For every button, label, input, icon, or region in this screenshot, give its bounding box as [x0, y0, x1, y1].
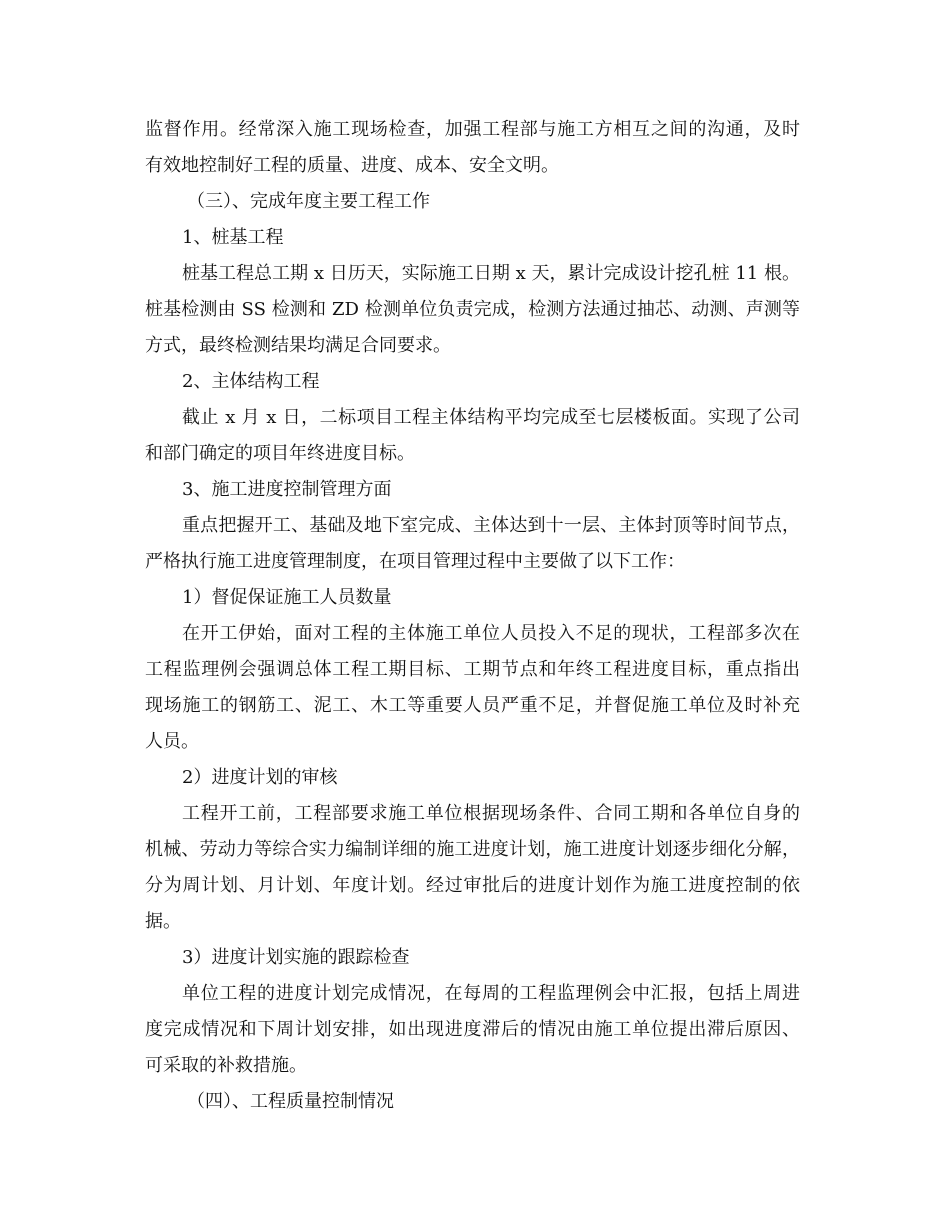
body-text-line: 现场施工的钢筋工、泥工、木工等重要人员严重不足，并督促施工单位及时补充 — [145, 695, 800, 716]
body-text-line: 截止 x 月 x 日，二标项目工程主体结构平均完成至七层楼板面。实现了公司 — [182, 407, 800, 428]
section-heading: （四）、工程质量控制情况 — [187, 1091, 394, 1112]
body-text-line: 机械、劳动力等综合实力编制详细的施工进度计划，施工进度计划逐步细化分解， — [145, 839, 800, 860]
body-text-line: 重点把握开工、基础及地下室完成、主体达到十一层、主体封顶等时间节点， — [182, 515, 800, 536]
body-text-line: 在开工伊始，面对工程的主体施工单位人员投入不足的现状，工程部多次在 — [182, 623, 800, 644]
body-text-line: 桩基工程总工期 x 日历天，实际施工日期 x 天，累计完成设计挖孔桩 11 根。 — [182, 263, 800, 284]
body-text-line: 监督作用。经常深入施工现场检查，加强工程部与施工方相互之间的沟通，及时 — [145, 119, 800, 140]
body-text-line: 度完成情况和下周计划安排，如出现进度滞后的情况由施工单位提出滞后原因、 — [145, 1019, 800, 1040]
body-text-line: 工程监理例会强调总体工程工期目标、工期节点和年终工程进度目标，重点指出 — [145, 659, 800, 680]
body-text-line: 和部门确定的项目年终进度目标。 — [145, 443, 415, 464]
body-text-line: 单位工程的进度计划完成情况，在每周的工程监理例会中汇报，包括上周进 — [182, 983, 800, 1004]
section-heading: （三）、完成年度主要工程工作 — [187, 191, 430, 212]
subsection-heading: 1、桩基工程 — [182, 227, 284, 248]
body-text-line: 可采取的补救措施。 — [145, 1055, 307, 1076]
list-item-heading: 1）督促保证施工人员数量 — [182, 587, 392, 608]
body-text-line: 工程开工前，工程部要求施工单位根据现场条件、合同工期和各单位自身的 — [182, 803, 800, 824]
body-text-line: 桩基检测由 SS 检测和 ZD 检测单位负责完成，检测方法通过抽芯、动测、声测等 — [145, 299, 800, 320]
body-text-line: 有效地控制好工程的质量、进度、成本、安全文明。 — [145, 155, 559, 176]
body-text-line: 分为周计划、月计划、年度计划。经过审批后的进度计划作为施工进度控制的依 — [145, 875, 800, 896]
body-text-line: 方式，最终检测结果均满足合同要求。 — [145, 335, 451, 356]
body-text-line: 严格执行施工进度管理制度，在项目管理过程中主要做了以下工作： — [145, 551, 685, 572]
subsection-heading: 3、施工进度控制管理方面 — [182, 479, 392, 500]
list-item-heading: 2）进度计划的审核 — [182, 767, 338, 788]
list-item-heading: 3）进度计划实施的跟踪检查 — [182, 947, 410, 968]
body-text-line: 据。 — [145, 911, 181, 932]
body-text-line: 人员。 — [145, 731, 199, 752]
subsection-heading: 2、主体结构工程 — [182, 371, 320, 392]
